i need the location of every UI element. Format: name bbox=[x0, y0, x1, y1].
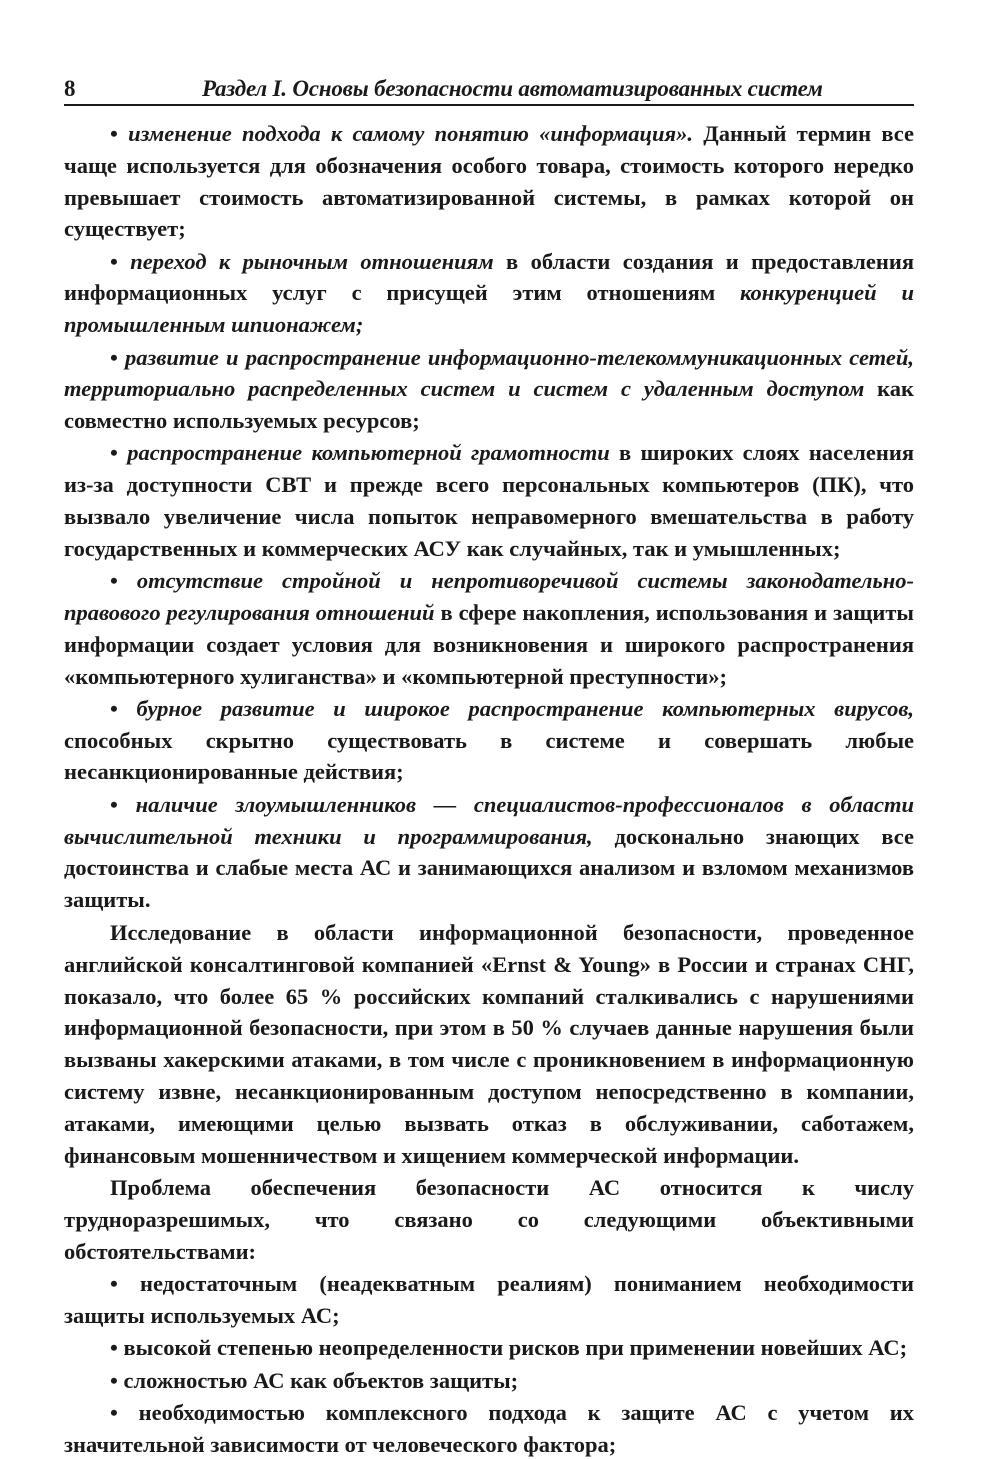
factor-lead: развитие и распространение информационно-телекоммуникационных сетей, территориально распределенных систем и систем с удаленным доступом bbox=[64, 344, 914, 402]
book-page bbox=[64, 70, 914, 1460]
bullet-icon: • bbox=[110, 1399, 118, 1425]
factor-lead: отсутствие стройной и непротиворечивой системы законодательно-правового регулирования отношений bbox=[64, 568, 914, 625]
factor-text: как совместно используемых ресурсов; bbox=[64, 376, 914, 434]
factor-lead: изменение подхода к самому понятию «информация». bbox=[128, 121, 693, 146]
bullet-icon: • bbox=[110, 1335, 118, 1361]
factor-lead: бурное развитие и широкое распространение компьютерных вирусов, bbox=[136, 695, 915, 721]
factor-text: способных скрытно существовать в системе и совершать любые несанкционированные действия; bbox=[64, 727, 914, 785]
factor-item-1 bbox=[64, 118, 914, 245]
factor-lead: распространение компьютерной грамотности bbox=[127, 440, 610, 466]
bullet-icon: • bbox=[110, 440, 118, 466]
factor-item-5 bbox=[64, 565, 914, 692]
factor-item-2 bbox=[64, 246, 914, 341]
circumstance-item-2 bbox=[64, 1332, 914, 1364]
circumstance-text: необходимостью комплексного подхода к защите АС с учетом их значительной зависимости от человеческого фактора; bbox=[64, 1399, 915, 1457]
factor-item-6 bbox=[64, 693, 914, 788]
bullet-icon: • bbox=[110, 248, 118, 274]
factor-item-7 bbox=[64, 789, 914, 916]
research-paragraph: Исследование в области информационной безопасности, проведенное английской консалтинговой компанией «Ernst & Young» в России и странах СНГ, показало, что более 65 % российских компаний сталкивались с нарушениями информационной безопасности, при этом в 50 % случаев данные нарушения были вызваны хакерскими атаками, в том числе с проникновением в информационную систему извне, несанкционированным доступом непосредственно в компании, атаками, имеющими целью вызвать отказ в обслуживании, саботажем, финансовым мошенничеством и хищением коммерческой информации. bbox=[64, 919, 914, 1168]
circumstance-text: высокой степенью неопределенности рисков при применении новейших АС; bbox=[123, 1335, 908, 1361]
bullet-icon: • bbox=[110, 1367, 118, 1393]
running-title: Раздел I. Основы безопасности автоматизированных систем bbox=[202, 76, 823, 101]
factor-text: в области создания и предоставления информационных услуг с присущей этим отношениям bbox=[64, 248, 915, 306]
factor-tail-emphasis: конкуренцией и промышленным шпионажем; bbox=[64, 280, 914, 338]
circumstance-item-3 bbox=[64, 1365, 914, 1397]
bullet-icon: • bbox=[110, 568, 118, 594]
bullet-icon: • bbox=[110, 791, 118, 817]
factor-item-4 bbox=[64, 437, 914, 564]
factor-item-3 bbox=[64, 342, 914, 437]
circumstance-item-1 bbox=[64, 1268, 914, 1332]
factor-lead: переход к рыночным отношениям bbox=[130, 248, 494, 274]
bullet-icon: • bbox=[110, 344, 118, 370]
circumstance-text: недостаточным (неадекватным реалиям) пониманием необходимости защиты используемых АС; bbox=[64, 1271, 915, 1328]
circumstance-text: сложностью АС как объектов защиты; bbox=[123, 1367, 519, 1393]
bullet-icon: • bbox=[110, 695, 118, 721]
page-header bbox=[64, 70, 914, 106]
factor-lead: наличие злоумышленников — специалистов-профессионалов в области вычислительной техники и программирования, bbox=[64, 791, 915, 849]
factor-text: досконально знающих все достоинства и слабые места АС и занимающихся анализом и взломом механизмов защиты. bbox=[64, 823, 914, 913]
problem-paragraph: Проблема обеспечения безопасности АС относится к числу трудноразрешимых, что связано со следующими объективными обстоятельствами: bbox=[64, 1175, 914, 1264]
page-number: 8 bbox=[64, 76, 76, 101]
page-body bbox=[64, 118, 914, 1460]
factor-text: Данный термин все чаще используется для обозначения особого товара, стоимость которого нередко превышает стоимость автоматизированной системы, в рамках которой он существует; bbox=[64, 121, 915, 242]
bullet-icon: • bbox=[110, 121, 118, 146]
factor-text: в сфере накопления, использования и защиты информации создает условия для возникновения и широкого распространения «компьютерного хулиганства» и «компьютерной преступности»; bbox=[64, 599, 914, 689]
bullet-icon: • bbox=[110, 1271, 118, 1297]
factor-text: в широких слоях населения из-за доступности СВТ и прежде всего персональных компьютеров (ПК), что вызвало увеличение числа попыток неправомерного вмешательства в работу государственных и коммерческих АСУ как случайных, так и умышленных; bbox=[64, 440, 914, 561]
